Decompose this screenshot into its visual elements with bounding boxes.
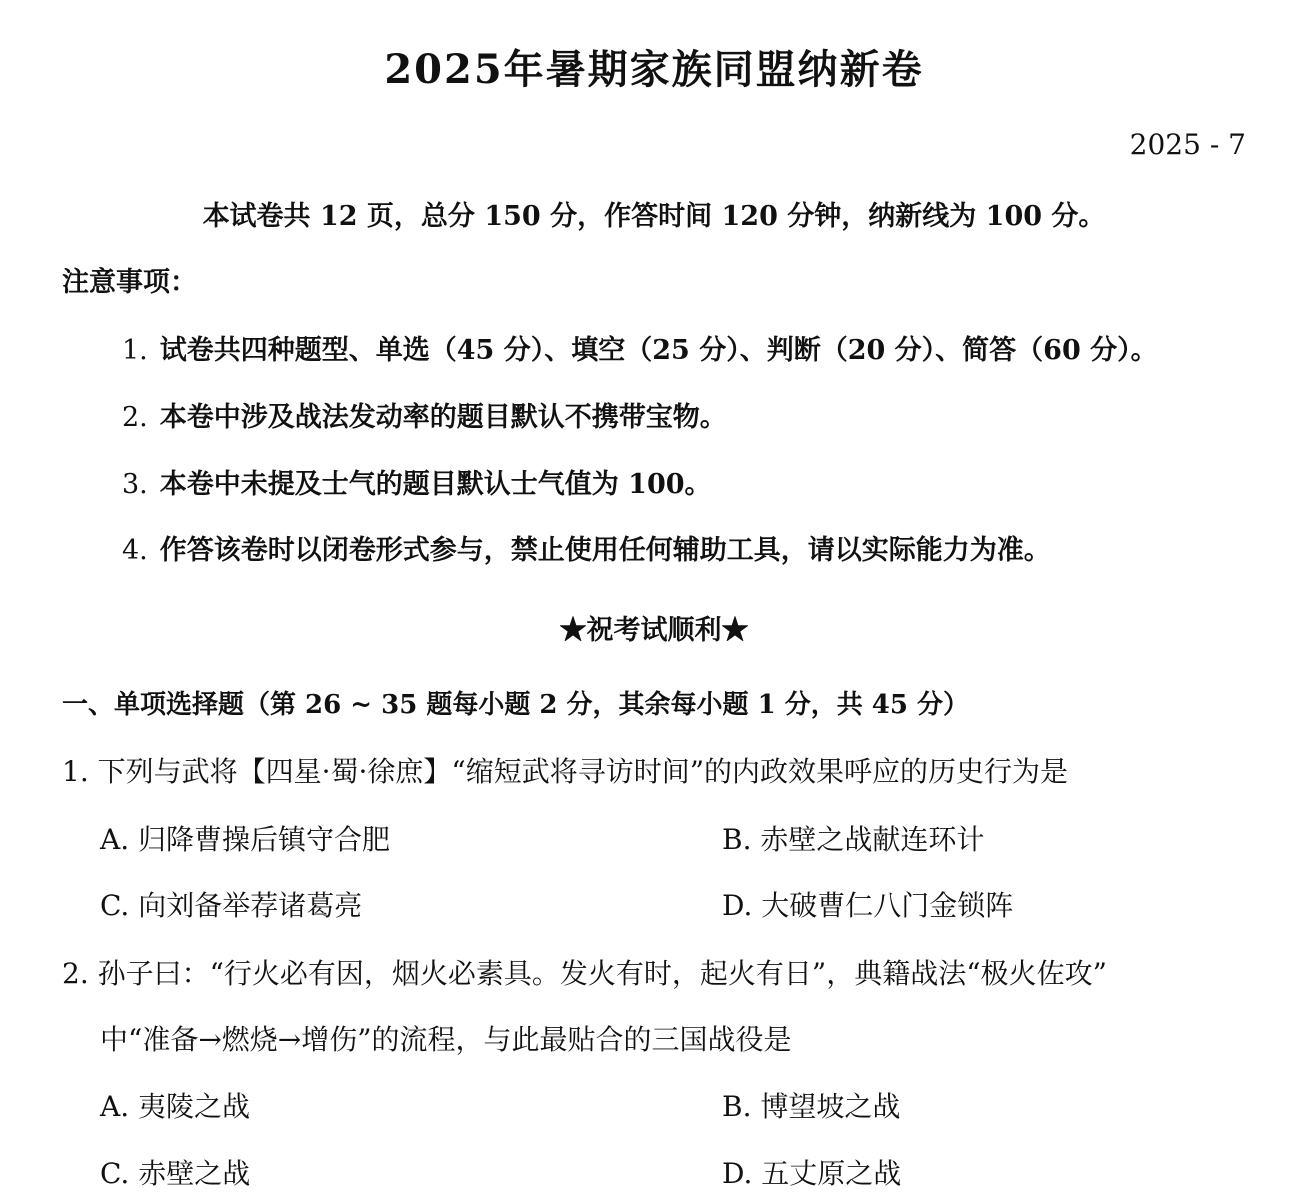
notice-item-number: 2. [122, 402, 148, 433]
notice-item-number: 4. [122, 535, 148, 566]
question-stem: 1. 下列与武将【四星·蜀·徐庶】“缩短武将寻访时间”的内政效果呼应的历史行为是 [62, 755, 1069, 788]
notice-item [122, 328, 1158, 367]
notice-item [122, 528, 1051, 567]
option-c: C. 赤壁之战 [100, 1157, 251, 1190]
exam-title: 2025年暑期家族同盟纳新卷 [384, 46, 924, 93]
notice-item [122, 395, 727, 434]
notice-item-text: 试卷共四种题型、单选（45 分）、填空（25 分）、判断（20 分）、简答（60 分）。 [159, 335, 1158, 366]
notice-item [122, 462, 712, 501]
option-b: B. 赤壁之战献连环计 [722, 823, 985, 856]
option-b: B. 博望坡之战 [722, 1090, 901, 1123]
section-heading: 一、单项选择题（第 26 ~ 35 题每小题 2 分，其余每小题 1 分，共 45 分） [62, 690, 970, 720]
question-stem-continued: 中“准备→燃烧→增伤”的流程，与此最贴合的三国战役是 [100, 1023, 792, 1056]
option-a: A. 归降曹操后镇守合肥 [100, 823, 391, 856]
notice-item-number: 1. [122, 335, 148, 366]
option-d: D. 大破曹仁八门金锁阵 [722, 889, 1014, 922]
exam-date: 2025 - 7 [1129, 128, 1246, 161]
good-luck-banner: ★祝考试顺利★ [559, 615, 749, 646]
question-stem: 2. 孙子曰：“行火必有因，烟火必素具。发火有时，起火有日”，典籍战法“极火佐攻” [62, 957, 1107, 990]
notice-item-text: 本卷中未提及士气的题目默认士气值为 100。 [159, 469, 712, 500]
option-d: D. 五丈原之战 [722, 1157, 902, 1190]
option-c: C. 向刘备举荐诸葛亮 [100, 889, 363, 922]
notice-item-text: 作答该卷时以闭卷形式参与，禁止使用任何辅助工具，请以实际能力为准。 [159, 535, 1051, 566]
notice-item-number: 3. [122, 469, 148, 500]
notice-item-text: 本卷中涉及战法发动率的题目默认不携带宝物。 [159, 402, 727, 433]
exam-intro: 本试卷共 12 页，总分 150 分，作答时间 120 分钟，纳新线为 100 分。 [202, 201, 1106, 232]
option-a: A. 夷陵之战 [100, 1090, 251, 1123]
notice-heading: 注意事项： [62, 267, 197, 298]
